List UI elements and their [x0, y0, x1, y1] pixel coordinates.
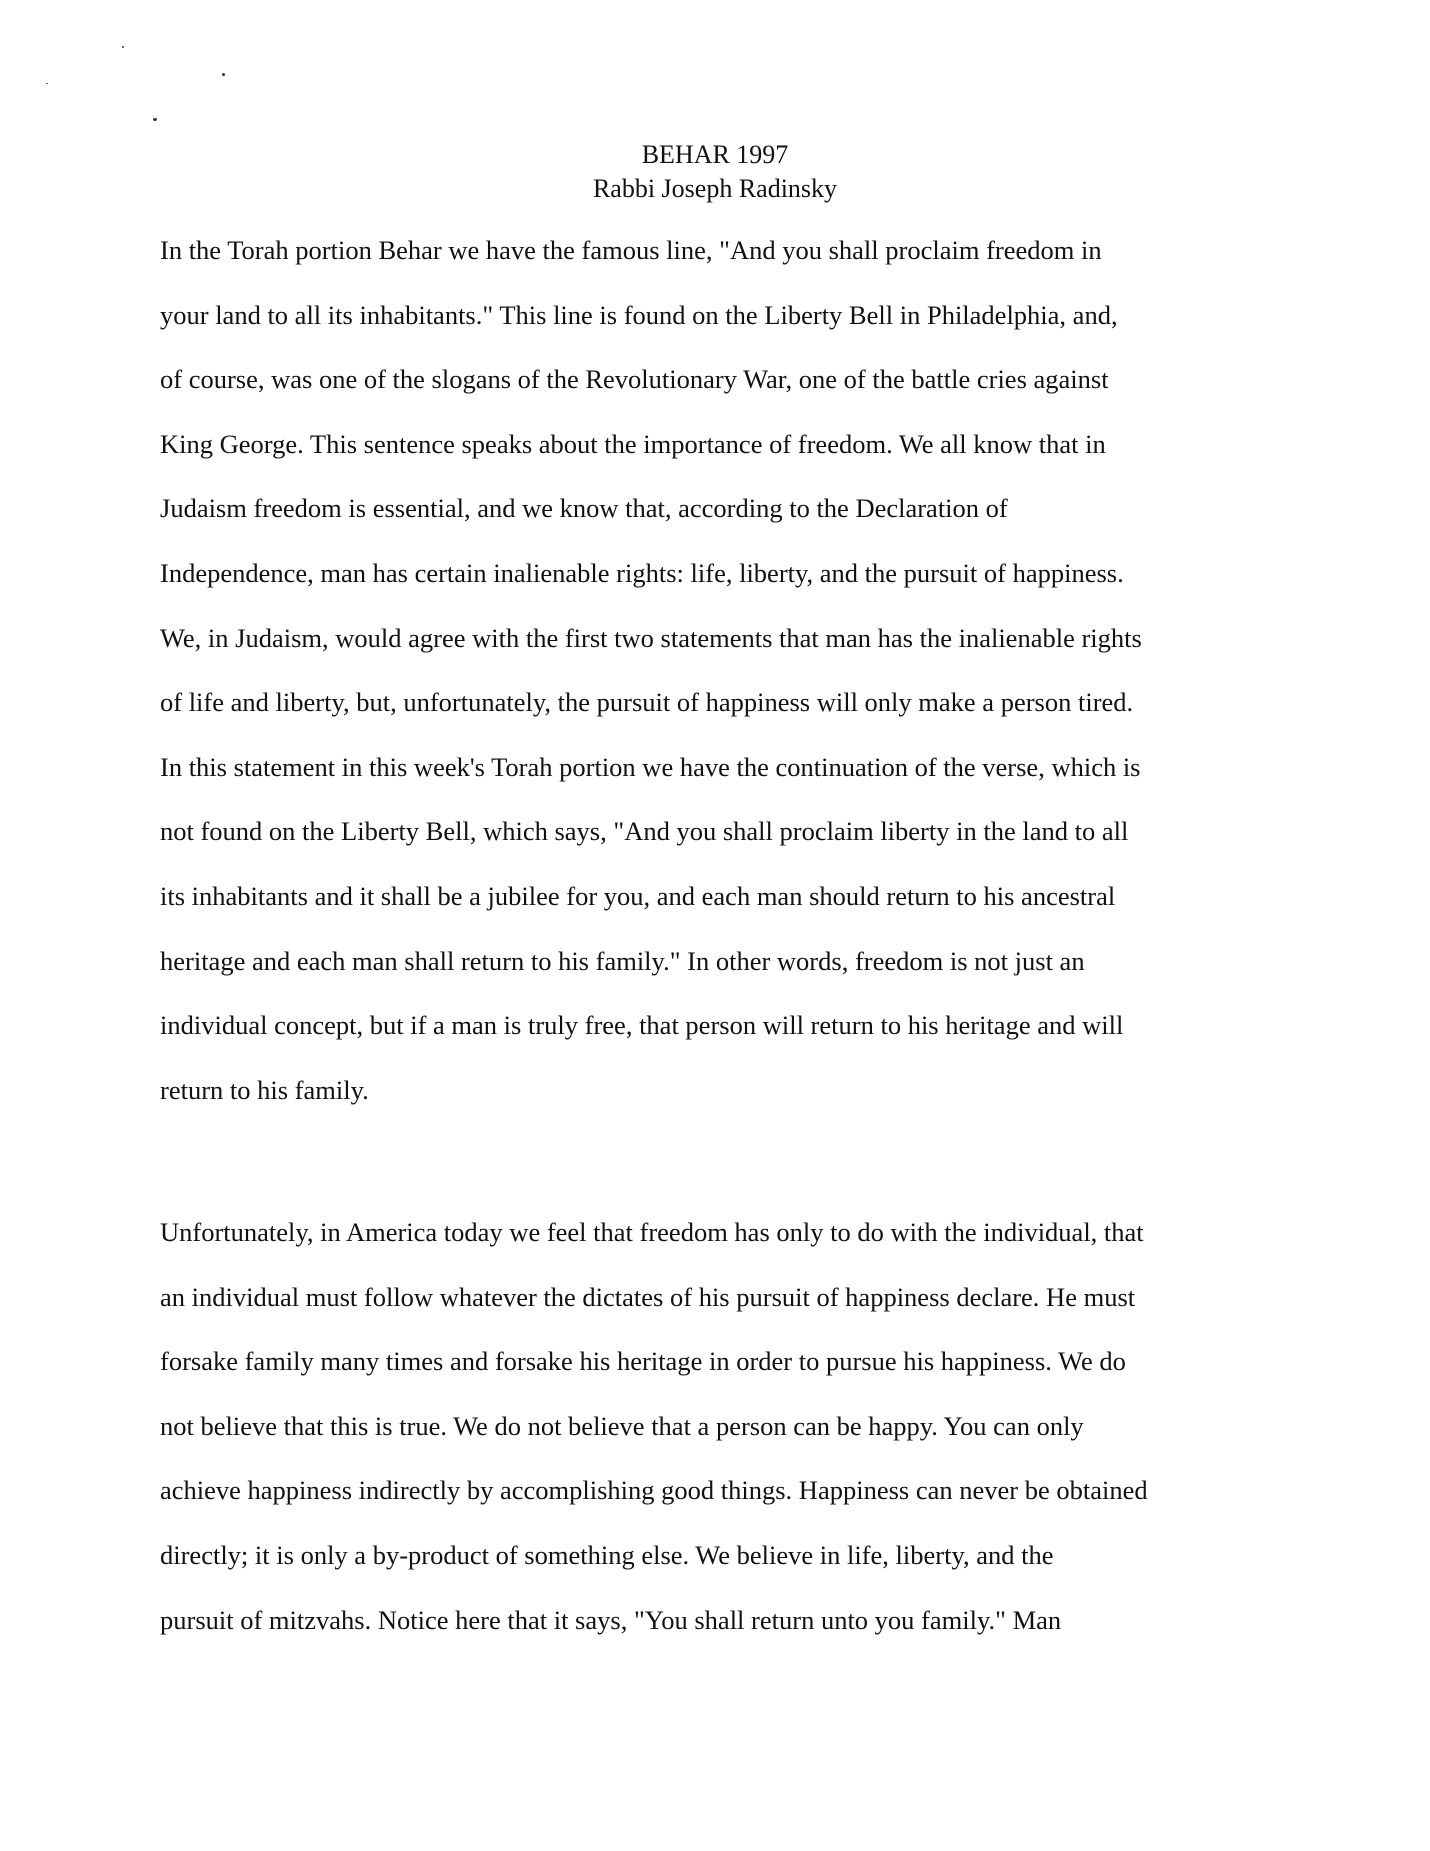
document-author: Rabbi Joseph Radinsky — [592, 174, 838, 203]
text-line: In this statement in this week's Torah portion we have the continuation of the verse, which is — [160, 751, 1141, 782]
text-line: In the Torah portion Behar we have the famous line, "And you shall proclaim freedom in — [160, 235, 1102, 265]
text-line: its inhabitants and it shall be a jubilee for you, and each man should return to his ancestral — [160, 880, 1116, 911]
text-line: forsake family many times and forsake his heritage in order to pursue his happiness. We do — [160, 1346, 1126, 1377]
text-line: return to his family. — [160, 1074, 369, 1105]
text-line: of course, was one of the slogans of the Revolutionary War, one of the battle cries against — [160, 364, 1109, 395]
scan-speck — [46, 83, 48, 84]
document-title: BEHAR 1997 — [641, 140, 789, 169]
text-line: not believe that this is true. We do not believe that a person can be happy. You can only — [160, 1410, 1084, 1441]
text-line: King George. This sentence speaks about the importance of freedom. We all know that in — [160, 428, 1106, 459]
text-line: We, in Judaism, would agree with the first two statements that man has the inalienable rights — [160, 622, 1142, 653]
scan-speck — [153, 118, 157, 121]
paragraph-1 — [160, 218, 1270, 1122]
text-line: achieve happiness indirectly by accomplishing good things. Happiness can never be obtained — [160, 1475, 1148, 1506]
text-line: individual concept, but if a man is truly free, that person will return to his heritage and will — [160, 1010, 1124, 1041]
text-line: Judaism freedom is essential, and we know that, according to the Declaration of — [160, 493, 1008, 524]
text-line: your land to all its inhabitants." This line is found on the Liberty Bell in Philadelphia, and, — [160, 299, 1118, 330]
document-header — [0, 138, 1430, 206]
text-line: of life and liberty, but, unfortunately, the pursuit of happiness will only make a person tired. — [160, 687, 1134, 718]
scan-speck — [122, 46, 124, 48]
text-line: Independence, man has certain inalienable rights: life, liberty, and the pursuit of happiness. — [160, 557, 1124, 588]
text-line: heritage and each man shall return to his family." In other words, freedom is not just an — [160, 945, 1085, 976]
text-line: directly; it is only a by-product of something else. We believe in life, liberty, and the — [160, 1539, 1054, 1570]
text-line: an individual must follow whatever the dictates of his pursuit of happiness declare. He must — [160, 1281, 1136, 1312]
paragraph-2 — [160, 1200, 1270, 1652]
text-line: Unfortunately, in America today we feel that freedom has only to do with the individual, that — [160, 1217, 1144, 1247]
scan-speck — [222, 73, 225, 76]
text-line: not found on the Liberty Bell, which says, "And you shall proclaim liberty in the land to all — [160, 816, 1129, 847]
text-line: pursuit of mitzvahs. Notice here that it says, "You shall return unto you family." Man — [160, 1604, 1062, 1635]
